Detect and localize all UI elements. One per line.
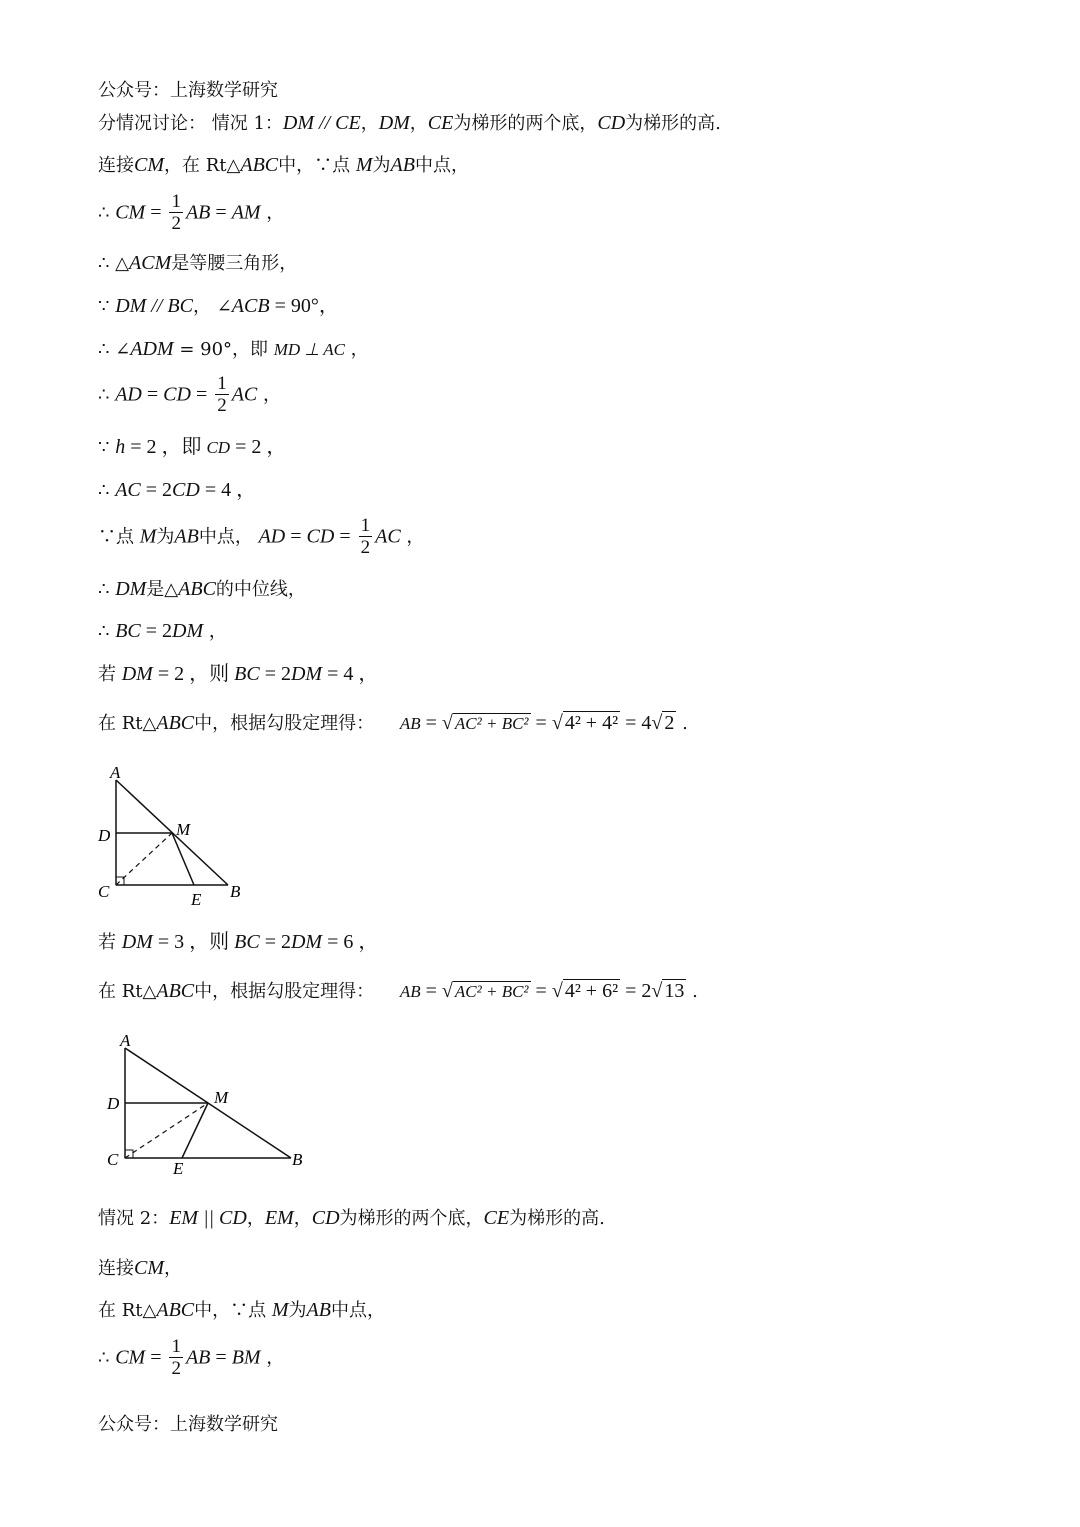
label-b: B — [230, 882, 241, 901]
math: = 2 ， — [230, 436, 287, 458]
math: 2 — [664, 712, 675, 734]
text: ， — [360, 113, 379, 134]
text: 是△ — [146, 579, 179, 600]
text-line-2 — [98, 152, 469, 179]
math: = 4 ， — [322, 663, 379, 685]
math: ABC — [156, 1299, 195, 1321]
math: = 90°， — [269, 295, 339, 317]
math: = — [210, 1346, 232, 1369]
text: 若 — [98, 932, 122, 953]
math: = 2 — [140, 620, 173, 642]
figure-1 — [90, 760, 260, 915]
label-e: E — [173, 1159, 184, 1178]
math: AB — [399, 714, 421, 733]
numerator: 1 — [171, 191, 181, 212]
math: AB — [185, 201, 211, 224]
label-a: A — [120, 1031, 131, 1050]
math: DM — [378, 112, 410, 134]
fraction — [359, 516, 373, 559]
math: CM — [115, 1346, 146, 1369]
text-line-7 — [98, 374, 281, 417]
label-d: D — [107, 1094, 120, 1113]
math: AC — [115, 479, 141, 501]
segment-me — [172, 833, 194, 885]
math: = — [285, 525, 307, 548]
text: ， — [257, 384, 282, 406]
math: BC — [234, 663, 260, 685]
math: CE — [483, 1207, 510, 1229]
text-line-13 — [98, 661, 378, 688]
text-line-15 — [98, 929, 378, 956]
text: = 90°，即 — [173, 339, 274, 360]
math: ABC — [240, 154, 279, 176]
math: DM — [290, 663, 323, 685]
math: CM — [115, 201, 146, 224]
label-c: C — [98, 882, 110, 901]
math: ABC — [156, 712, 195, 734]
text: ， — [409, 113, 428, 134]
math: ABC — [178, 578, 216, 600]
text: 是等腰三角形， — [171, 253, 298, 274]
math: CM — [134, 1257, 164, 1279]
math: CE — [427, 112, 454, 134]
text: 分情况讨论： 情况 1： — [98, 113, 283, 134]
math: AB — [399, 982, 421, 1001]
text-line-16 — [98, 978, 698, 1005]
text: ∴ ∠ — [98, 339, 131, 360]
math: = √ — [420, 712, 453, 734]
text-line-14 — [98, 710, 688, 737]
math: = — [141, 383, 164, 406]
math: = 2 — [259, 931, 291, 953]
math: = 2√ — [620, 980, 663, 1002]
math: = 4√ — [620, 712, 663, 734]
math: ACM — [129, 252, 172, 274]
text: ， — [203, 621, 227, 642]
math: 13 — [664, 980, 685, 1002]
text: 情况 2： — [98, 1208, 170, 1229]
text: ∴ — [98, 480, 116, 501]
math: DM — [172, 620, 204, 642]
text: ， — [164, 1258, 182, 1279]
text: 为梯形的高. — [625, 113, 721, 134]
text-line-10 — [98, 516, 424, 559]
text-line-6 — [98, 336, 369, 363]
math: = √ — [530, 980, 563, 1002]
math: BC — [115, 620, 141, 642]
text-line-20 — [98, 1337, 284, 1380]
math: EM || CD — [169, 1207, 247, 1229]
text: ， — [246, 1208, 265, 1229]
text: ， — [344, 339, 369, 360]
text-line-18 — [98, 1255, 182, 1282]
math: = √ — [530, 712, 563, 734]
math: = 6 ， — [322, 931, 379, 953]
math: = 2 — [140, 479, 173, 501]
text: 中点， — [198, 526, 259, 548]
math: = — [145, 1346, 167, 1369]
math: 4² + 4² — [564, 712, 619, 734]
text: ， — [400, 526, 425, 548]
text-line-19 — [98, 1297, 385, 1324]
text: 若 — [98, 664, 122, 685]
text: 为梯形的两个底， — [453, 113, 598, 134]
math: DM — [121, 663, 153, 685]
text: . — [686, 981, 698, 1002]
text-line-11 — [98, 576, 306, 603]
denominator: 2 — [217, 395, 227, 416]
math: M — [139, 525, 157, 548]
fraction — [169, 192, 183, 235]
text: 连接 — [98, 155, 134, 176]
text: ∴ — [98, 579, 116, 600]
math: AB — [174, 525, 199, 548]
math: = 3 ，则 — [152, 931, 235, 953]
page-header: 公众号：上海数学研究 — [98, 80, 278, 101]
math: = — [334, 525, 356, 548]
math: AC² + BC² — [454, 714, 529, 733]
math: EM — [264, 1207, 294, 1229]
math: M — [271, 1299, 289, 1321]
label-e: E — [191, 890, 202, 909]
math: AM — [231, 201, 261, 224]
math: DM — [290, 931, 323, 953]
label-m: M — [214, 1088, 229, 1107]
label-m: M — [176, 820, 191, 839]
math: AC — [231, 383, 258, 406]
numerator: 1 — [171, 1336, 181, 1357]
label-d: D — [98, 826, 111, 845]
math: CD — [206, 438, 231, 457]
label-a: A — [110, 763, 121, 782]
math: BM — [231, 1346, 261, 1369]
math: CD — [172, 479, 200, 501]
text: 中点， — [414, 155, 469, 176]
text: 的中位线， — [215, 579, 306, 600]
math: ACB — [231, 295, 270, 317]
math: = 2 ，即 — [125, 436, 207, 458]
text: ∴ — [98, 621, 116, 642]
text-line-9 — [98, 477, 256, 504]
text: ，在 Rt△ — [164, 155, 241, 176]
math: AD — [115, 383, 142, 406]
math: AD — [258, 525, 286, 548]
math: h — [115, 436, 126, 458]
text: . — [676, 713, 688, 734]
text: ∴ — [98, 1347, 116, 1369]
text: 中，根据勾股定理得： — [194, 981, 375, 1002]
text: 在 Rt△ — [98, 1300, 157, 1321]
text: ， ∠ — [192, 296, 232, 317]
text: 为 — [372, 155, 391, 176]
figure-2 — [95, 1028, 325, 1183]
math: DM — [121, 931, 153, 953]
math: CD — [311, 1207, 340, 1229]
denominator: 2 — [171, 1358, 181, 1379]
text: 连接 — [98, 1258, 134, 1279]
math: 4² + 6² — [564, 980, 619, 1002]
text-line-17 — [98, 1205, 605, 1232]
denominator: 2 — [360, 537, 371, 558]
text: 中，∵点 — [194, 1300, 272, 1321]
text: ∵ — [98, 296, 116, 317]
numerator: 1 — [217, 373, 227, 394]
math: BC — [234, 931, 260, 953]
math: = — [190, 383, 213, 406]
math: DM — [115, 578, 147, 600]
text: ∴ — [98, 202, 116, 224]
text: ， — [260, 1347, 285, 1369]
label-c: C — [107, 1150, 119, 1169]
math: = — [210, 201, 232, 224]
math: = 2 — [259, 663, 291, 685]
math: = √ — [420, 980, 453, 1002]
math: DM // BC — [115, 295, 193, 317]
text-line-12 — [98, 618, 227, 645]
text: 为梯形的高. — [509, 1208, 605, 1229]
math: AB — [306, 1299, 331, 1321]
text: 为 — [288, 1300, 307, 1321]
numerator: 1 — [360, 515, 371, 536]
text: ， — [293, 1208, 312, 1229]
fraction — [169, 1337, 183, 1380]
math: M — [355, 154, 373, 176]
text-line-4 — [98, 250, 297, 277]
math: = — [145, 201, 167, 224]
label-b: B — [292, 1150, 303, 1169]
text: 为梯形的两个底， — [339, 1208, 484, 1229]
text: 中，根据勾股定理得： — [194, 713, 375, 734]
text-line-8 — [98, 434, 286, 461]
math: AB — [185, 1346, 211, 1369]
math: AC² + BC² — [454, 982, 529, 1001]
math: = 2 ，则 — [152, 663, 235, 685]
text-line-3 — [98, 192, 284, 235]
fraction — [215, 374, 229, 417]
text: ∴ △ — [98, 253, 130, 274]
text: ∴ — [98, 384, 116, 406]
math: = 4 ， — [199, 479, 257, 501]
math: MD ⊥ AC — [273, 340, 345, 359]
denominator: 2 — [171, 213, 181, 234]
math: CD — [597, 112, 626, 134]
page-footer: 公众号：上海数学研究 — [98, 1414, 278, 1435]
math: AB — [390, 154, 415, 176]
text-line-5 — [98, 293, 339, 320]
text: ， — [260, 202, 285, 224]
text-line-1 — [98, 110, 721, 137]
math: DM // CE — [282, 112, 361, 134]
math: CD — [163, 383, 191, 406]
text: ∵ — [98, 437, 116, 458]
math: ABC — [156, 980, 195, 1002]
math: CM — [134, 154, 164, 176]
text: 为 — [156, 526, 175, 548]
text: 在 Rt△ — [98, 713, 157, 734]
text: 中，∵点 — [278, 155, 356, 176]
math: ADM — [130, 338, 174, 360]
text: ∵点 — [98, 526, 140, 548]
math: AC — [375, 525, 401, 548]
text: 中点， — [330, 1300, 385, 1321]
math: CD — [306, 525, 335, 548]
text: 在 Rt△ — [98, 981, 157, 1002]
